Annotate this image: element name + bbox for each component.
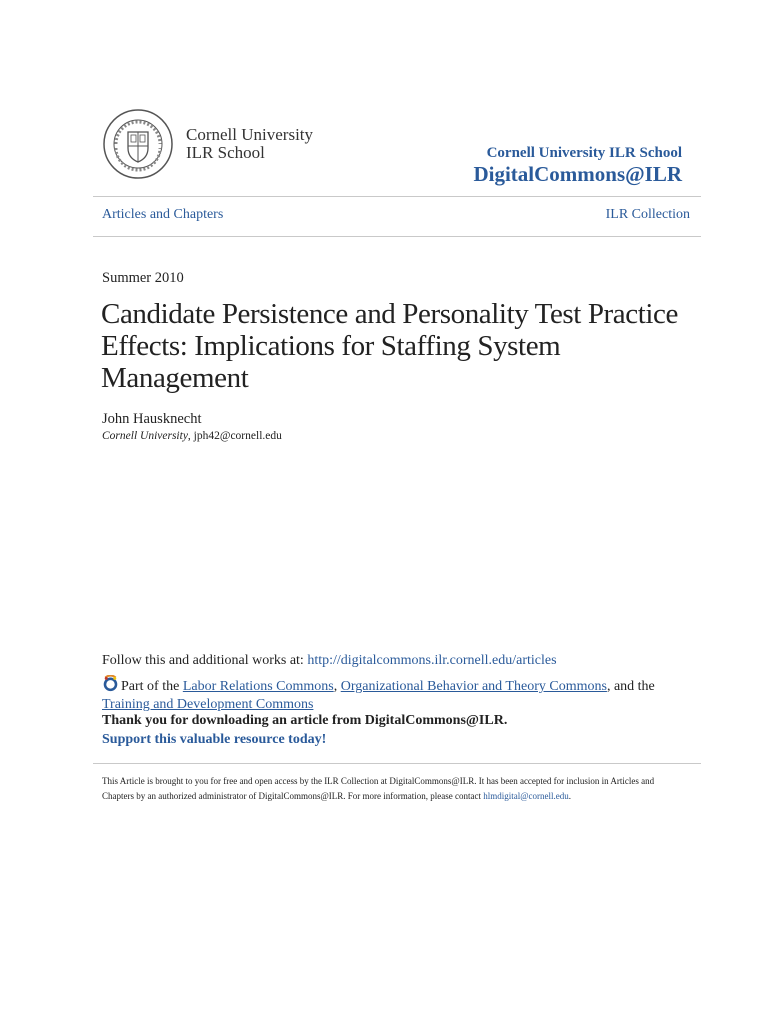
follow-line [102,651,702,670]
university-line-1: Cornell University [186,125,314,144]
article-title: Candidate Persistence and Personality Test Practice Effects: Implications for Staffing System Management [101,298,679,394]
footer-divider [93,763,701,764]
articles-url-link[interactable]: http://digitalcommons.ilr.cornell.edu/articles [307,653,557,668]
contact-email-link[interactable]: hlmdigital@cornell.edu [483,791,569,801]
university-line-2: ILR School [186,143,265,162]
header-divider [93,196,701,197]
footer-text: This Article is brought to you for free and open access by the ILR Collection at DigitalCommons@ILR. It has been accepted for inclusion in Articles and Chapters by an authorized administrator of DigitalCommons@ILR. For more information, please contact [102,776,655,801]
bepress-icon [102,675,119,692]
dc-school-name[interactable]: Cornell University ILR School [486,145,682,161]
support-link[interactable]: Support this valuable resource today! [102,732,327,747]
training-development-commons-link[interactable]: Training and Development Commons [102,697,314,712]
nav-divider [93,236,701,237]
part-of-separator-1: , [333,679,341,694]
author-name: John Hausknecht [102,411,202,427]
footer-end: . [568,791,571,801]
university-name [186,126,313,162]
ilr-collection-link[interactable]: ILR Collection [605,207,690,222]
author-affiliation [102,430,282,442]
collection-nav [102,207,690,223]
labor-relations-commons-link[interactable]: Labor Relations Commons [182,679,334,694]
footer-notice [102,774,672,804]
publication-date: Summer 2010 [102,270,184,286]
digital-commons-brand[interactable] [473,144,682,186]
articles-and-chapters-link[interactable]: Articles and Chapters [102,207,224,222]
affiliation-institution: Cornell University [102,430,188,442]
header [102,108,682,188]
organizational-behavior-commons-link[interactable]: Organizational Behavior and Theory Commons [340,679,607,694]
author-email: , jph42@cornell.edu [187,430,282,442]
part-of-line [102,675,702,714]
thanks-message: Thank you for downloading an article from DigitalCommons@ILR. [102,713,508,728]
part-of-separator-2: , and the [606,679,655,694]
cornell-seal-icon [102,108,174,180]
part-of-prefix: Part of the [121,679,183,694]
follow-text: Follow this and additional works at: [102,653,308,668]
dc-repository-name[interactable]: DigitalCommons@ILR [473,162,682,186]
